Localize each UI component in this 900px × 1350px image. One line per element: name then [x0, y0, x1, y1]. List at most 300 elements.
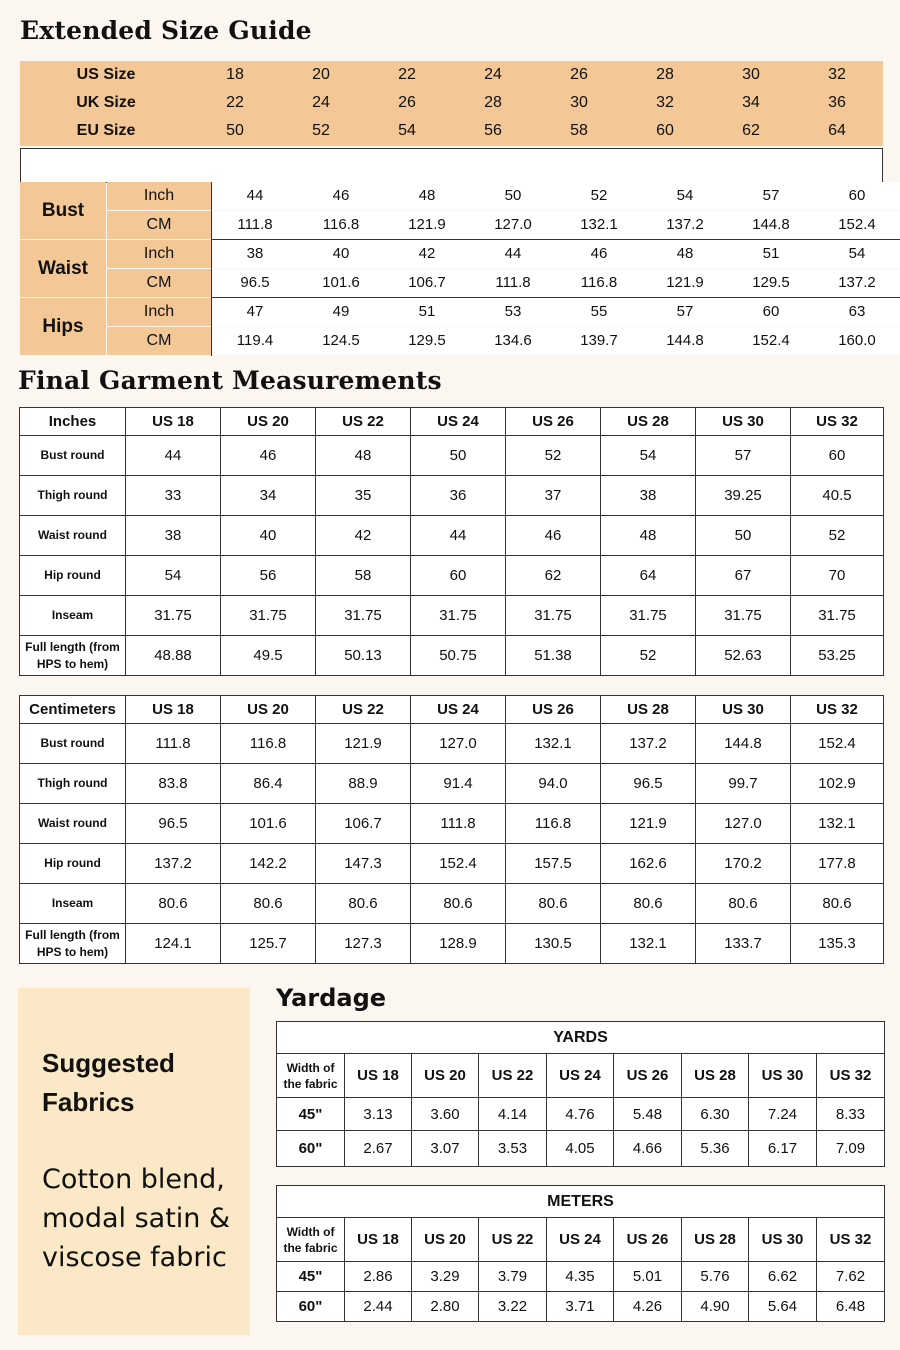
table-row [20, 884, 884, 924]
table-cell: 31.75 [411, 596, 506, 636]
size-header: US 30 [749, 1218, 817, 1262]
yardage-value: 3.71 [547, 1292, 614, 1322]
fabric-width: 60" [277, 1292, 345, 1322]
row-label: Bust round [20, 724, 126, 764]
yardage-value: 4.26 [614, 1292, 682, 1322]
unit-label: CM [107, 211, 211, 239]
table-row [20, 724, 884, 764]
table-cell: 127.0 [411, 724, 506, 764]
table-cell: 96.5 [601, 764, 696, 804]
yardage-row [277, 1262, 885, 1292]
yardage-value: 7.62 [817, 1262, 885, 1292]
row-label: Full length (from HPS to hem) [20, 924, 126, 964]
size-header: US 24 [547, 1054, 614, 1098]
table-cell: 48 [601, 516, 696, 556]
table-cell: 101.6 [221, 804, 316, 844]
size-header: US 28 [682, 1054, 749, 1098]
size-value: 32 [828, 66, 846, 83]
table-row [20, 844, 884, 884]
measure-value: 129.5 [408, 332, 446, 349]
table-cell: 50.75 [411, 636, 506, 676]
measure-group-name: Bust [20, 182, 106, 239]
size-value: 28 [656, 66, 674, 83]
yardage-value: 3.07 [412, 1131, 479, 1167]
table-cell: 46 [221, 436, 316, 476]
measure-value: 54 [848, 245, 866, 262]
table-cell: 127.0 [696, 804, 791, 844]
column-header: US 28 [601, 696, 696, 724]
measurement-table [19, 407, 884, 676]
table-cell: 144.8 [696, 724, 791, 764]
size-value: 26 [570, 66, 588, 83]
table-cell: 52 [791, 516, 884, 556]
width-label: Width of the fabric [277, 1218, 345, 1262]
table-cell: 31.75 [506, 596, 601, 636]
size-value: 18 [226, 66, 244, 83]
size-value: 32 [656, 94, 674, 111]
table-cell: 48 [316, 436, 411, 476]
size-header: US 20 [412, 1218, 479, 1262]
size-header-row [277, 1218, 885, 1262]
yardage-value: 6.62 [749, 1262, 817, 1292]
yardage-value: 5.64 [749, 1292, 817, 1322]
measure-value: 121.9 [666, 274, 704, 291]
row-label: Bust round [20, 436, 126, 476]
yardage-value: 3.79 [479, 1262, 547, 1292]
measure-group-name: Hips [20, 298, 106, 355]
yardage-value: 4.90 [682, 1292, 749, 1322]
measure-value: 57 [676, 303, 694, 320]
table-cell: 137.2 [126, 844, 221, 884]
column-header: US 32 [791, 408, 884, 436]
table-cell: 133.7 [696, 924, 791, 964]
body-measurements-block [20, 182, 883, 356]
yardage-row [277, 1292, 885, 1322]
table-cell: 44 [126, 436, 221, 476]
measure-value: 127.0 [494, 216, 532, 233]
size-guide-title: Extended Size Guide [20, 16, 312, 45]
yardage-title: Yardage [276, 984, 387, 1012]
measure-value: 111.8 [495, 274, 531, 291]
measure-value: 137.2 [666, 216, 704, 233]
table-cell: 83.8 [126, 764, 221, 804]
table-row [20, 516, 884, 556]
table-cell: 128.9 [411, 924, 506, 964]
size-value: 50 [226, 122, 244, 139]
measure-value: 52 [590, 187, 608, 204]
measure-row [212, 298, 900, 326]
table-cell: 51.38 [506, 636, 601, 676]
table-cell: 50 [411, 436, 506, 476]
table-cell: 39.25 [696, 476, 791, 516]
table-cell: 52 [506, 436, 601, 476]
table-cell: 31.75 [601, 596, 696, 636]
yardage-value: 4.35 [547, 1262, 614, 1292]
measure-value: 119.4 [236, 332, 274, 349]
yardage-caption: METERS [277, 1186, 885, 1218]
measure-value: 111.8 [237, 216, 273, 233]
table-cell: 80.6 [221, 884, 316, 924]
table-cell: 80.6 [126, 884, 221, 924]
suggested-fabrics-title: Suggested Fabrics [42, 1048, 175, 1117]
table-cell: 124.1 [126, 924, 221, 964]
table-cell: 121.9 [601, 804, 696, 844]
table-cell: 94.0 [506, 764, 601, 804]
size-header: US 18 [345, 1218, 412, 1262]
yardage-value: 5.01 [614, 1262, 682, 1292]
column-header: US 22 [316, 408, 411, 436]
size-header: US 30 [749, 1054, 817, 1098]
table-cell: 40.5 [791, 476, 884, 516]
measure-row [212, 269, 900, 297]
column-header: US 26 [506, 696, 601, 724]
measure-value: 49 [332, 303, 350, 320]
measure-value: 160.0 [838, 332, 876, 349]
table-cell: 127.3 [316, 924, 411, 964]
column-header: Inches [20, 408, 126, 436]
measure-value: 51 [762, 245, 780, 262]
table-cell: 80.6 [506, 884, 601, 924]
size-value: 58 [570, 122, 588, 139]
measure-group-name: Waist [20, 240, 106, 297]
table-row [20, 596, 884, 636]
column-header: US 28 [601, 408, 696, 436]
row-label: Thigh round [20, 476, 126, 516]
column-header: US 24 [411, 408, 506, 436]
yardage-value: 2.86 [345, 1262, 412, 1292]
measure-value: 121.9 [408, 216, 446, 233]
yardage-value: 4.76 [547, 1098, 614, 1131]
size-header-row [277, 1054, 885, 1098]
measure-row [212, 327, 900, 355]
table-cell: 54 [601, 436, 696, 476]
table-cell: 121.9 [316, 724, 411, 764]
measure-row [212, 211, 900, 239]
row-label: Full length (from HPS to hem) [20, 636, 126, 676]
table-cell: 31.75 [696, 596, 791, 636]
measure-value: 46 [332, 187, 350, 204]
size-value: 22 [398, 66, 416, 83]
yardage-table [276, 1185, 885, 1322]
size-row [20, 61, 883, 89]
yardage-value: 3.22 [479, 1292, 547, 1322]
table-cell: 111.8 [126, 724, 221, 764]
yardage-value: 2.44 [345, 1292, 412, 1322]
blank-row [20, 148, 883, 183]
yardage-value: 8.33 [817, 1098, 885, 1131]
table-cell: 36 [411, 476, 506, 516]
table-cell: 53.25 [791, 636, 884, 676]
column-header: US 24 [411, 696, 506, 724]
size-header: US 28 [682, 1218, 749, 1262]
size-row [20, 89, 883, 117]
table-cell: 80.6 [601, 884, 696, 924]
measure-value: 116.8 [580, 274, 618, 291]
table-cell: 142.2 [221, 844, 316, 884]
table-cell: 46 [506, 516, 601, 556]
table-cell: 88.9 [316, 764, 411, 804]
yardage-value: 5.48 [614, 1098, 682, 1131]
table-cell: 177.8 [791, 844, 884, 884]
table-row [20, 804, 884, 844]
table-cell: 64 [601, 556, 696, 596]
column-header: US 20 [221, 696, 316, 724]
size-value: 64 [828, 122, 846, 139]
table-cell: 52.63 [696, 636, 791, 676]
caption-row [277, 1022, 885, 1054]
yardage-value: 2.67 [345, 1131, 412, 1167]
measure-value: 139.7 [580, 332, 618, 349]
table-cell: 152.4 [411, 844, 506, 884]
table-row [20, 924, 884, 964]
table-cell: 58 [316, 556, 411, 596]
measure-value: 63 [848, 303, 866, 320]
size-value: 30 [570, 94, 588, 111]
table-cell: 130.5 [506, 924, 601, 964]
size-row-label: US Size [76, 66, 136, 83]
table-cell: 70 [791, 556, 884, 596]
row-label: Hip round [20, 556, 126, 596]
table-cell: 44 [411, 516, 506, 556]
fabric-width: 45" [277, 1262, 345, 1292]
table-cell: 135.3 [791, 924, 884, 964]
size-value: 30 [742, 66, 760, 83]
column-header: US 26 [506, 408, 601, 436]
measure-value: 137.2 [838, 274, 876, 291]
size-header: US 18 [345, 1054, 412, 1098]
yardage-value: 5.76 [682, 1262, 749, 1292]
table-cell: 102.9 [791, 764, 884, 804]
row-label: Inseam [20, 596, 126, 636]
table-cell: 31.75 [316, 596, 411, 636]
table-cell: 157.5 [506, 844, 601, 884]
measure-value: 60 [848, 187, 866, 204]
unit-label: CM [107, 269, 211, 297]
column-divider [211, 182, 212, 356]
measure-value: 132.1 [580, 216, 618, 233]
size-header-band [20, 61, 883, 146]
table-cell: 50 [696, 516, 791, 556]
yardage-value: 4.14 [479, 1098, 547, 1131]
row-label: Thigh round [20, 764, 126, 804]
table-row [20, 764, 884, 804]
measure-value: 96.5 [240, 274, 270, 291]
size-header: US 32 [817, 1218, 885, 1262]
yardage-value: 3.13 [345, 1098, 412, 1131]
row-label: Waist round [20, 516, 126, 556]
table-cell: 91.4 [411, 764, 506, 804]
yardage-caption: YARDS [277, 1022, 885, 1054]
table-cell: 56 [221, 556, 316, 596]
table-cell: 57 [696, 436, 791, 476]
table-cell: 125.7 [221, 924, 316, 964]
measure-value: 47 [246, 303, 264, 320]
column-header: US 32 [791, 696, 884, 724]
size-header: US 24 [547, 1218, 614, 1262]
yardage-value: 5.36 [682, 1131, 749, 1167]
table-cell: 42 [316, 516, 411, 556]
yardage-value: 6.30 [682, 1098, 749, 1131]
measure-row [212, 182, 900, 210]
yardage-table [276, 1021, 885, 1167]
measure-value: 116.8 [322, 216, 360, 233]
size-header: US 22 [479, 1054, 547, 1098]
table-cell: 60 [791, 436, 884, 476]
yardage-value: 3.53 [479, 1131, 547, 1167]
measure-value: 44 [246, 187, 264, 204]
measure-value: 152.4 [838, 216, 876, 233]
size-value: 20 [312, 66, 330, 83]
table-cell: 67 [696, 556, 791, 596]
table-cell: 35 [316, 476, 411, 516]
size-header: US 20 [412, 1054, 479, 1098]
suggested-fabrics-panel [18, 988, 250, 1335]
yardage-value: 4.66 [614, 1131, 682, 1167]
measure-value: 38 [246, 245, 264, 262]
table-cell: 31.75 [126, 596, 221, 636]
measure-value: 57 [762, 187, 780, 204]
table-row [20, 476, 884, 516]
row-label: Inseam [20, 884, 126, 924]
table-cell: 116.8 [221, 724, 316, 764]
measure-value: 46 [590, 245, 608, 262]
size-value: 60 [656, 122, 674, 139]
row-label: Waist round [20, 804, 126, 844]
table-cell: 52 [601, 636, 696, 676]
column-header: US 22 [316, 696, 411, 724]
table-cell: 137.2 [601, 724, 696, 764]
table-cell: 31.75 [791, 596, 884, 636]
table-cell: 38 [601, 476, 696, 516]
table-cell: 86.4 [221, 764, 316, 804]
table-cell: 34 [221, 476, 316, 516]
table-cell: 170.2 [696, 844, 791, 884]
table-cell: 116.8 [506, 804, 601, 844]
size-header: US 22 [479, 1218, 547, 1262]
final-garment-title: Final Garment Measurements [18, 366, 442, 395]
unit-label: CM [107, 327, 211, 355]
measure-value: 134.6 [494, 332, 532, 349]
table-cell: 80.6 [411, 884, 506, 924]
table-cell: 147.3 [316, 844, 411, 884]
width-label: Width of the fabric [277, 1054, 345, 1098]
table-cell: 37 [506, 476, 601, 516]
yardage-value: 6.17 [749, 1131, 817, 1167]
table-cell: 111.8 [411, 804, 506, 844]
yardage-value: 6.48 [817, 1292, 885, 1322]
yardage-value: 3.29 [412, 1262, 479, 1292]
measure-value: 42 [418, 245, 436, 262]
size-value: 28 [484, 94, 502, 111]
yardage-row [277, 1131, 885, 1167]
caption-row [277, 1186, 885, 1218]
measure-value: 106.7 [408, 274, 446, 291]
column-header: US 30 [696, 408, 791, 436]
yardage-value: 2.80 [412, 1292, 479, 1322]
table-cell: 132.1 [601, 924, 696, 964]
column-header: US 20 [221, 408, 316, 436]
table-cell: 80.6 [696, 884, 791, 924]
measure-value: 55 [590, 303, 608, 320]
size-value: 62 [742, 122, 760, 139]
table-cell: 49.5 [221, 636, 316, 676]
size-value: 36 [828, 94, 846, 111]
measure-value: 60 [762, 303, 780, 320]
measure-value: 48 [676, 245, 694, 262]
size-row-label: UK Size [76, 94, 136, 111]
table-row [20, 636, 884, 676]
table-cell: 162.6 [601, 844, 696, 884]
size-value: 24 [312, 94, 330, 111]
table-cell: 99.7 [696, 764, 791, 804]
size-header: US 26 [614, 1054, 682, 1098]
table-cell: 31.75 [221, 596, 316, 636]
yardage-row [277, 1098, 885, 1131]
column-header: Centimeters [20, 696, 126, 724]
row-label: Hip round [20, 844, 126, 884]
measure-value: 40 [332, 245, 350, 262]
measure-value: 53 [504, 303, 522, 320]
table-cell: 96.5 [126, 804, 221, 844]
suggested-fabrics-text: Cotton blend, modal satin & viscose fabric [42, 1164, 231, 1273]
measure-row [212, 240, 900, 268]
measure-value: 152.4 [752, 332, 790, 349]
table-cell: 38 [126, 516, 221, 556]
column-header: US 30 [696, 696, 791, 724]
table-cell: 54 [126, 556, 221, 596]
unit-label: Inch [107, 240, 211, 268]
column-header: US 18 [126, 696, 221, 724]
size-value: 24 [484, 66, 502, 83]
fabric-width: 45" [277, 1098, 345, 1131]
measure-value: 44 [504, 245, 522, 262]
fabric-width: 60" [277, 1131, 345, 1167]
table-header-row [20, 408, 884, 436]
yardage-value: 7.24 [749, 1098, 817, 1131]
measure-value: 48 [418, 187, 436, 204]
measure-value: 144.8 [666, 332, 704, 349]
size-value: 34 [742, 94, 760, 111]
yardage-value: 4.05 [547, 1131, 614, 1167]
measure-value: 124.5 [322, 332, 360, 349]
size-header: US 26 [614, 1218, 682, 1262]
table-cell: 48.88 [126, 636, 221, 676]
measure-value: 144.8 [752, 216, 790, 233]
column-header: US 18 [126, 408, 221, 436]
table-cell: 80.6 [791, 884, 884, 924]
table-cell: 132.1 [506, 724, 601, 764]
size-value: 22 [226, 94, 244, 111]
table-cell: 132.1 [791, 804, 884, 844]
size-row [20, 117, 883, 145]
table-cell: 40 [221, 516, 316, 556]
table-row [20, 436, 884, 476]
size-value: 52 [312, 122, 330, 139]
measure-value: 51 [418, 303, 436, 320]
table-cell: 106.7 [316, 804, 411, 844]
size-value: 54 [398, 122, 416, 139]
measure-value: 50 [504, 187, 522, 204]
measure-value: 101.6 [322, 274, 360, 291]
size-value: 56 [484, 122, 502, 139]
unit-label: Inch [107, 298, 211, 326]
measurement-table [19, 695, 884, 964]
table-cell: 33 [126, 476, 221, 516]
table-cell: 62 [506, 556, 601, 596]
yardage-value: 3.60 [412, 1098, 479, 1131]
size-value: 26 [398, 94, 416, 111]
table-cell: 80.6 [316, 884, 411, 924]
